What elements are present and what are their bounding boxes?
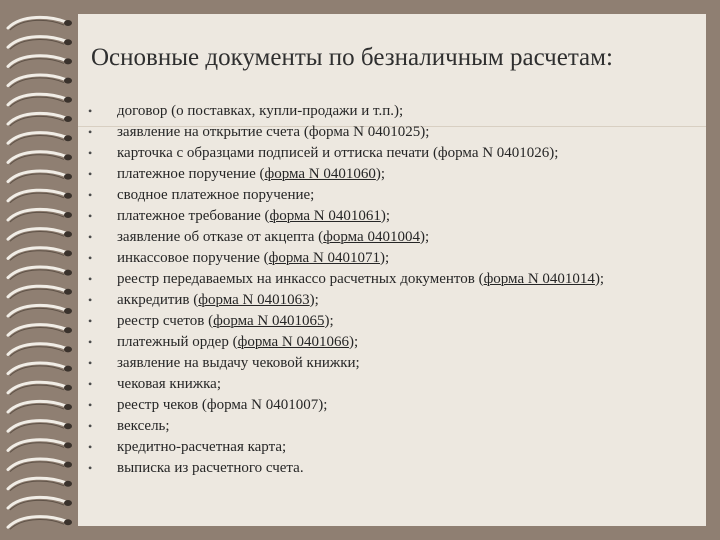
binding-coil — [8, 267, 72, 280]
binding-coil — [8, 229, 72, 242]
bullet-icon: • — [88, 125, 93, 139]
binding-coil — [8, 56, 72, 69]
item-text: чековая книжка; — [117, 376, 222, 392]
binding-coil — [8, 517, 72, 530]
item-text: договор (о поставках, купли-продажи и т.п.); — [117, 103, 404, 119]
bullet-icon: • — [88, 167, 93, 181]
list-item — [88, 124, 648, 142]
page-title: Основные документы по безналичным расчетам: — [91, 44, 613, 71]
binding-coil — [8, 478, 72, 491]
list-item — [88, 460, 648, 478]
bullet-icon: • — [88, 104, 93, 118]
list-item — [88, 145, 648, 163]
binding-coil — [8, 440, 72, 453]
item-text: платежный ордер ( — [117, 334, 238, 350]
binding-coil — [8, 133, 72, 146]
list-item — [88, 250, 648, 268]
binding-coil — [8, 94, 72, 107]
binding-coil — [8, 113, 72, 126]
item-text-suffix: ); — [380, 208, 391, 224]
item-text-suffix: ); — [348, 334, 359, 350]
form-link[interactable]: форма N 0401071 — [268, 250, 381, 266]
item-text: вексель; — [117, 418, 170, 434]
binding-coil — [8, 325, 72, 338]
spiral-binding — [0, 0, 80, 540]
binding-coil — [8, 209, 72, 222]
list-item — [88, 376, 648, 394]
binding-coil — [8, 286, 72, 299]
list-item — [88, 355, 648, 373]
list-item — [88, 292, 648, 310]
binding-coil — [8, 363, 72, 376]
item-text: платежное требование ( — [117, 208, 270, 224]
list-item — [88, 103, 648, 121]
form-link[interactable]: форма N 0401061 — [269, 208, 381, 224]
item-text: карточка с образцами подписей и оттиска печати (форма N 0401026); — [117, 145, 559, 161]
binding-coil — [8, 171, 72, 184]
binding-coil — [8, 305, 72, 318]
list-item — [88, 313, 648, 331]
bullet-icon: • — [88, 419, 93, 433]
item-text-suffix: ); — [380, 250, 390, 266]
bullet-icon: • — [88, 209, 93, 223]
binding-coil — [8, 497, 72, 510]
bullet-icon: • — [88, 272, 93, 286]
binding-coil — [8, 344, 72, 357]
binding-coil — [8, 459, 72, 472]
list-item — [88, 187, 648, 205]
item-text-suffix: ); — [324, 313, 334, 329]
bullet-icon: • — [88, 293, 93, 307]
bullet-icon: • — [88, 356, 93, 370]
binding-coil — [8, 401, 72, 414]
form-link[interactable]: форма N 0401065 — [213, 313, 325, 329]
bullet-icon: • — [88, 146, 93, 160]
list-item — [88, 418, 648, 436]
binding-coil — [8, 190, 72, 203]
bullet-icon: • — [88, 398, 93, 412]
item-text: заявление на выдачу чековой книжки; — [117, 355, 360, 371]
item-text-suffix: ); — [594, 271, 605, 287]
item-text: заявление на открытие счета (форма N 0401025); — [117, 124, 430, 140]
item-text: заявление об отказе от акцепта ( — [117, 229, 324, 245]
item-text: кредитно-расчетная карта; — [117, 439, 287, 455]
form-link[interactable]: форма N 0401063 — [198, 292, 310, 308]
bullet-icon: • — [88, 335, 93, 349]
list-item — [88, 397, 648, 415]
bullet-icon: • — [88, 377, 93, 391]
form-link[interactable]: форма N 0401060 — [264, 166, 376, 182]
list-item — [88, 229, 648, 247]
binding-coil — [8, 382, 72, 395]
binding-coil — [8, 421, 72, 434]
form-link[interactable]: форма 0401004 — [323, 229, 420, 245]
bullet-icon: • — [88, 314, 93, 328]
form-link[interactable]: форма N 0401066 — [237, 334, 349, 350]
item-text: платежное поручение ( — [117, 166, 265, 182]
bullet-icon: • — [88, 251, 93, 265]
item-text: инкассовое поручение ( — [117, 250, 269, 266]
list-item — [88, 208, 648, 226]
item-text: реестр передаваемых на инкассо расчетных документов ( — [117, 271, 484, 287]
bullet-icon: • — [88, 230, 93, 244]
item-text: аккредитив ( — [117, 292, 199, 308]
binding-coil — [8, 75, 72, 88]
item-text: выписка из расчетного счета. — [117, 460, 304, 476]
list-item — [88, 166, 648, 184]
item-text: реестр счетов ( — [117, 313, 214, 329]
item-text-suffix: ); — [419, 229, 430, 245]
item-text: реестр чеков (форма N 0401007); — [117, 397, 328, 413]
list-item — [88, 439, 648, 457]
item-text-suffix: ); — [309, 292, 319, 308]
bullet-icon: • — [88, 440, 93, 454]
binding-coil — [8, 152, 72, 165]
list-item — [88, 334, 648, 352]
binding-coil — [8, 17, 72, 30]
binding-coil — [8, 248, 72, 261]
list-item — [88, 271, 648, 289]
binding-coil — [8, 37, 72, 50]
bullet-icon: • — [88, 461, 93, 475]
document-list — [88, 103, 648, 481]
bullet-icon: • — [88, 188, 93, 202]
item-text-suffix: ); — [375, 166, 386, 182]
item-text: сводное платежное поручение; — [117, 187, 315, 203]
form-link[interactable]: форма N 0401014 — [483, 271, 595, 287]
